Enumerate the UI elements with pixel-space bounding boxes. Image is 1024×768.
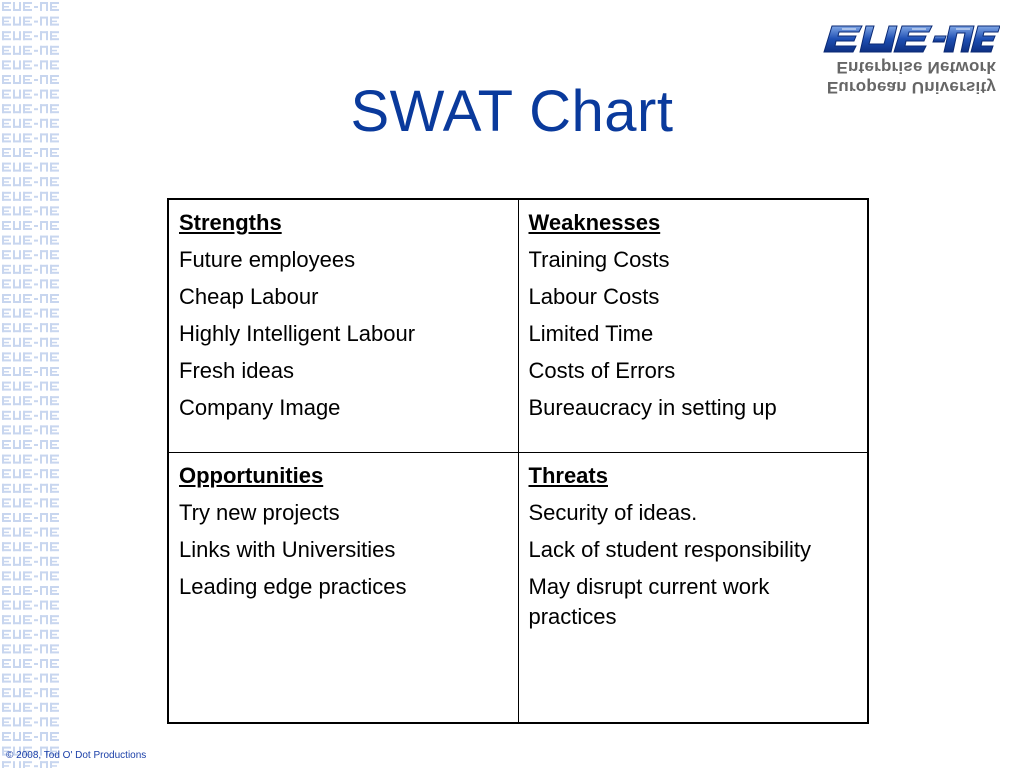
watermark-mark <box>2 265 59 274</box>
list-item: Lack of student responsibility <box>528 537 811 562</box>
watermark-mark <box>2 601 59 610</box>
watermark-mark <box>2 528 59 537</box>
watermark-mark <box>2 630 59 639</box>
watermark-mark <box>2 309 59 318</box>
watermark-mark <box>2 615 59 624</box>
watermark-mark <box>2 367 59 376</box>
watermark-mark <box>2 206 59 215</box>
list-item: Links with Universities <box>179 537 396 562</box>
watermark-mark <box>2 411 59 420</box>
weaknesses-cell <box>518 199 868 453</box>
list-item: Security of ideas. <box>528 500 698 525</box>
watermark-mark <box>2 688 59 697</box>
watermark-mark <box>2 557 59 566</box>
swot-table <box>167 198 869 724</box>
watermark-mark <box>2 294 59 303</box>
watermark-mark <box>2 279 59 288</box>
list-item: Training Costs <box>528 247 670 272</box>
watermark-mark <box>2 674 59 683</box>
list-item: Cheap Labour <box>179 284 319 309</box>
watermark-mark <box>2 148 59 157</box>
watermark-mark <box>2 425 59 434</box>
list-item: Future employees <box>179 247 356 272</box>
watermark-mark <box>2 498 59 507</box>
strengths-cell <box>168 199 518 453</box>
watermark-mark <box>2 46 59 55</box>
list-item: Costs of Errors <box>528 358 676 383</box>
watermark-mark <box>2 571 59 580</box>
footer-copyright: © 2008, Tod O' Dot Productions <box>6 750 147 761</box>
list-item: Limited Time <box>528 321 654 346</box>
list-item: Fresh ideas <box>179 358 294 383</box>
watermark-mark <box>2 31 59 40</box>
watermark-mark <box>2 192 59 201</box>
watermark-mark <box>2 338 59 347</box>
list-item: Try new projects <box>179 500 340 525</box>
watermark-mark <box>2 761 59 768</box>
watermark-mark <box>2 2 59 11</box>
table-row <box>168 199 868 453</box>
watermark-mark <box>2 221 59 230</box>
watermark-mark <box>2 659 59 668</box>
strengths-heading: Strengths <box>179 210 282 235</box>
watermark-mark <box>2 396 59 405</box>
watermark-mark <box>2 382 59 391</box>
watermark-mark <box>2 542 59 551</box>
watermark-mark <box>2 644 59 653</box>
watermark-mark <box>2 60 59 69</box>
watermark-mark <box>2 469 59 478</box>
watermark-mark <box>2 250 59 259</box>
watermark-mark <box>2 440 59 449</box>
logo-line-1: Enterprise Network <box>836 58 996 77</box>
list-item: Leading edge practices <box>179 574 407 599</box>
watermark-mark <box>2 513 59 522</box>
list-item: Labour Costs <box>528 284 660 309</box>
watermark-mark <box>2 717 59 726</box>
watermark-mark <box>2 17 59 26</box>
threats-heading: Threats <box>528 463 608 488</box>
watermark-mark <box>2 732 59 741</box>
watermark-mark <box>2 703 59 712</box>
watermark-mark <box>2 455 59 464</box>
logo-line-2: European University <box>826 78 996 97</box>
list-item: Company Image <box>179 395 341 420</box>
watermark-mark <box>2 177 59 186</box>
watermark-mark <box>2 586 59 595</box>
weaknesses-heading: Weaknesses <box>528 210 661 235</box>
watermark-mark <box>2 236 59 245</box>
opportunities-cell <box>168 453 518 724</box>
list-item: Highly Intelligent Labour <box>179 321 416 346</box>
watermark-mark <box>2 352 59 361</box>
table-row <box>168 453 868 724</box>
slide-title: SWAT Chart <box>350 79 674 144</box>
watermark-mark <box>2 323 59 332</box>
opportunities-heading: Opportunities <box>179 463 324 488</box>
watermark-mark <box>2 484 59 493</box>
eue-net-logo-icon <box>822 22 1000 56</box>
watermark-mark <box>2 163 59 172</box>
threats-cell <box>518 453 868 724</box>
list-item: Bureaucracy in setting up <box>528 395 777 420</box>
list-item: May disrupt current work practices <box>528 574 770 629</box>
